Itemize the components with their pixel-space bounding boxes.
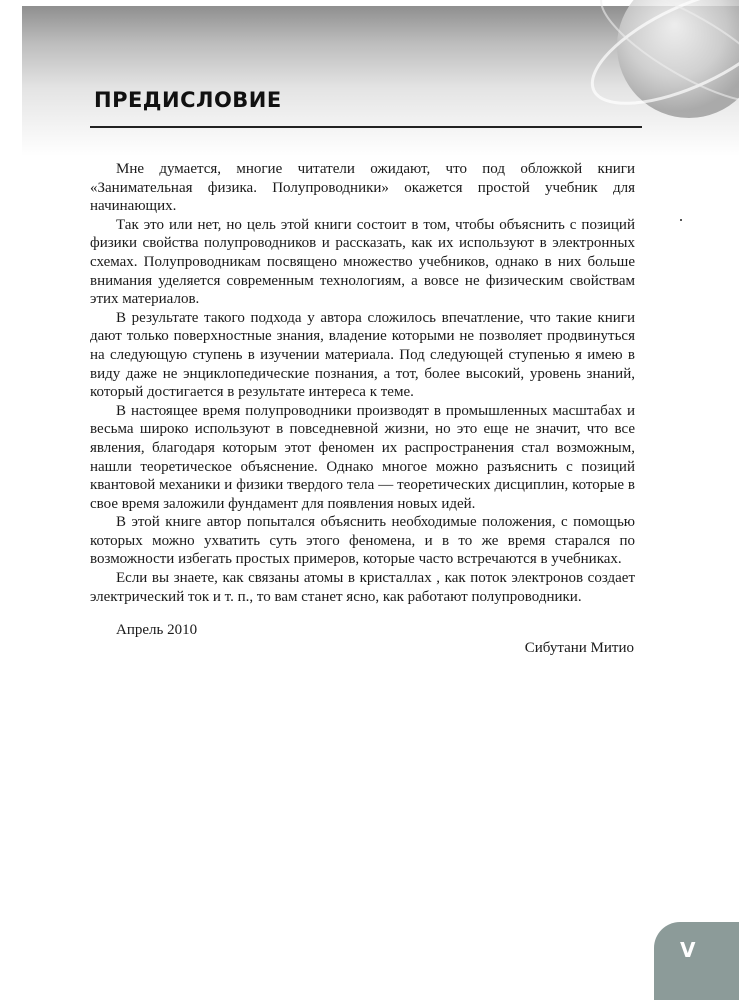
preface-body bbox=[90, 160, 635, 606]
page-number-tab bbox=[654, 922, 739, 1000]
paragraph: В результате такого подхода у автора сложилось впечатление, что такие книги дают только поверхностные знания, владение которыми не позволяет продвинуться на следующую ступень в изучении материала. Под следующей ступенью я имею в виду даже не энциклопедические познания, а тот, более высокий, уровень знаний, который достигается в результате интереса к теме. bbox=[90, 309, 635, 401]
print-mark bbox=[680, 219, 682, 221]
paragraph: В настоящее время полупроводники производят в промышленных масштабах и весьма широко используют в повседневной жизни, но это еще не значит, что все явления, благодаря которым этот феномен их распространения стал возможным, нашли теоретическое объяснение. Однако многое можно разъяснить с позиций квантовой механики и физики твердого тела — теоретических дисциплин, которые в свое время заложили фундамент для появления новых идей. bbox=[90, 402, 635, 512]
paragraph: В этой книге автор попытался объяснить необходимые положения, с помощью которых можно ухватить суть этого феномена, и в то же время старался по возможности избегать простых примеров, которые часто встречаются в учебниках. bbox=[90, 514, 635, 568]
paragraph: Если вы знаете, как связаны атомы в кристаллах , как поток электронов создает электрический ток и т. п., то вам станет ясно, как работают полупроводники. bbox=[90, 570, 635, 605]
page-title: ПРЕДИСЛОВИЕ bbox=[94, 88, 282, 112]
paragraph: Так это или нет, но цель этой книги состоит в том, чтобы объяснить с позиций физики свойства полупроводников и рассказать, как их используют в электронных схемах. Полупроводникам посвящено множество учебников, однако в них больше внимания уделяется современным технологиям, а вовсе не физическим свойствам этих материалов. bbox=[90, 216, 635, 308]
orbit-sphere-icon bbox=[579, 0, 739, 156]
title-divider bbox=[90, 126, 642, 128]
paragraph: Мне думается, многие читатели ожидают, что под обложкой книги «Занимательная физика. Полупроводники» окажется простой учебник для начинающих. bbox=[90, 161, 635, 215]
author-signature: Сибутани Митио bbox=[524, 640, 634, 656]
date-line: Апрель 2010 bbox=[116, 622, 198, 638]
page-number: V bbox=[680, 938, 696, 962]
header-gradient-band bbox=[22, 6, 739, 156]
